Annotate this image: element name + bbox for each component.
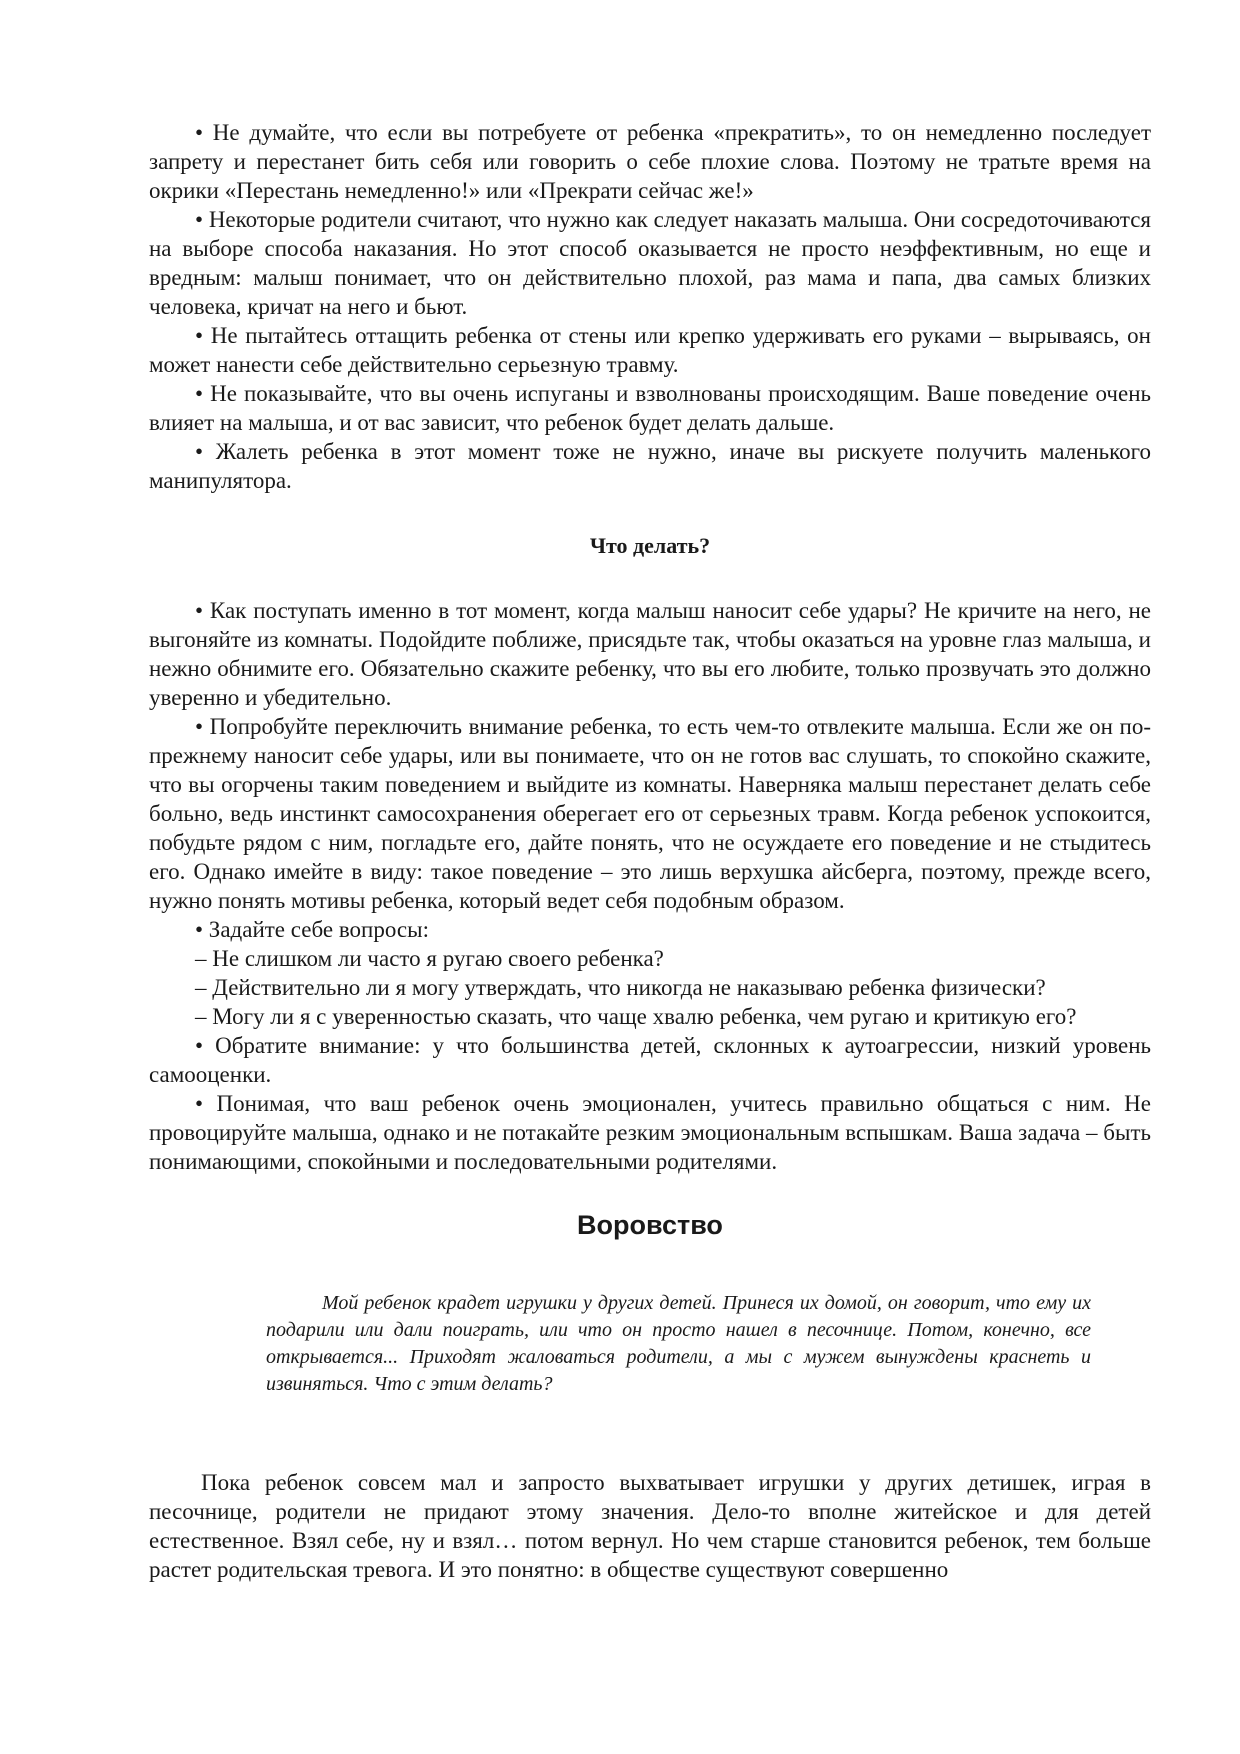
- paragraph-theft-intro: Пока ребенок совсем мал и запросто выхватывает игрушки у других детишек, играя в песочнице, родители не придают этому значения. Дело-то вполне житейское и для детей естественное. Взял себе, ну и взял… потом вернул. Но чем старше становится ребенок, тем больше растет родительская тревога. И это понятно: в обществе существуют совершенно: [149, 1470, 1151, 1582]
- paragraph-dont-pull-away: • Не пытайтесь оттащить ребенка от стены или крепко удерживать его руками – вырываясь, он может нанести себе действительно серьезную травму.: [149, 323, 1151, 377]
- paragraph-punishment: • Некоторые родители считают, что нужно как следует наказать малыша. Они сосредоточиваются на выборе способа наказания. Но этот способ оказывается не просто неэффективным, но еще и вредным: малыш понимает, что он действительно плохой, раз мама и папа, два самых близких человека, кричат на него и бьют.: [149, 207, 1151, 319]
- paragraph-dont-show-fear: • Не показывайте, что вы очень испуганы и взволнованы происходящим. Ваше поведение очень влияет на малыша, и от вас зависит, что ребенок будет делать дальше.: [149, 381, 1151, 435]
- what-to-do-heading: Что делать?: [589, 533, 711, 558]
- paragraph-emotional-child: • Понимая, что ваш ребенок очень эмоционален, учитесь правильно общаться с ним. Не провоцируйте малыша, однако и не потакайте резким эмоциональным вспышкам. Ваша задача – быть понимающими, спокойными и последовательными родителями.: [149, 1091, 1151, 1174]
- paragraph-switch-attention: • Попробуйте переключить внимание ребенка, то есть чем-то отвлеките малыша. Если же он по-прежнему наносит себе удары, или вы понимаете, что он не готов вас слушать, то спокойно скажите, что вы огорчены таким поведением и выйдите из комнаты. Наверняка малыш перестанет делать себе больно, ведь инстинкт самосохранения оберегает его от серьезных травм. Когда ребенок успокоится, побудьте рядом с ним, погладьте его, дайте понять, что не осуждаете его поведение и не стыдитесь его. Однако имейте в виду: такое поведение – это лишь верхушка айсберга, поэтому, прежде всего, нужно понять мотивы ребенка, который ведет себя подобным образом.: [149, 714, 1151, 913]
- paragraph-question-1: – Не слишком ли часто я ругаю своего ребенка?: [195, 946, 664, 971]
- document-page: [149, 118, 1151, 1584]
- paragraph-dont-demand-stop: • Не думайте, что если вы потребуете от ребенка «прекратить», то он немедленно последует запрету и перестанет бить себя или говорить о себе плохие слова. Поэтому не тратьте время на окрики «Перестань немедленно!» или «Прекрати сейчас же!»: [149, 120, 1151, 203]
- paragraph-how-to-act: • Как поступать именно в тот момент, когда малыш наносит себе удары? Не кричите на него, не выгоняйте из комнаты. Подойдите поближе, присядьте так, чтобы оказаться на уровне глаз малыша, и нежно обнимите его. Обязательно скажите ребенку, что вы его любите, только прозвучать это должно уверенно и убедительно.: [149, 598, 1151, 710]
- paragraph-ask-questions: • Задайте себе вопросы:: [195, 917, 429, 942]
- paragraph-question-3: – Могу ли я с уверенностью сказать, что чаще хвалю ребенка, чем ругаю и критикую его?: [195, 1004, 1077, 1029]
- epigraph-quote: Мой ребенок крадет игрушки у других детей. Принеся их домой, он говорит, что ему их подарили или дали поиграть, или что он просто нашел в песочнице. Потом, конечно, все открывается... Приходят жаловаться родители, а мы с мужем вынуждены краснеть и извиняться. Что с этим делать?: [266, 1292, 1091, 1395]
- paragraph-self-esteem: • Обратите внимание: у что большинства детей, склонных к аутоагрессии, низкий уровень самооценки.: [149, 1033, 1151, 1087]
- section-heading-theft: Воровство: [577, 1210, 723, 1240]
- spacer: [149, 1398, 1151, 1468]
- paragraph-dont-pity: • Жалеть ребенка в этот момент тоже не нужно, иначе вы рискуете получить маленького манипулятора.: [149, 439, 1151, 493]
- paragraph-question-2: – Действительно ли я могу утверждать, что никогда не наказываю ребенка физически?: [195, 975, 1046, 1000]
